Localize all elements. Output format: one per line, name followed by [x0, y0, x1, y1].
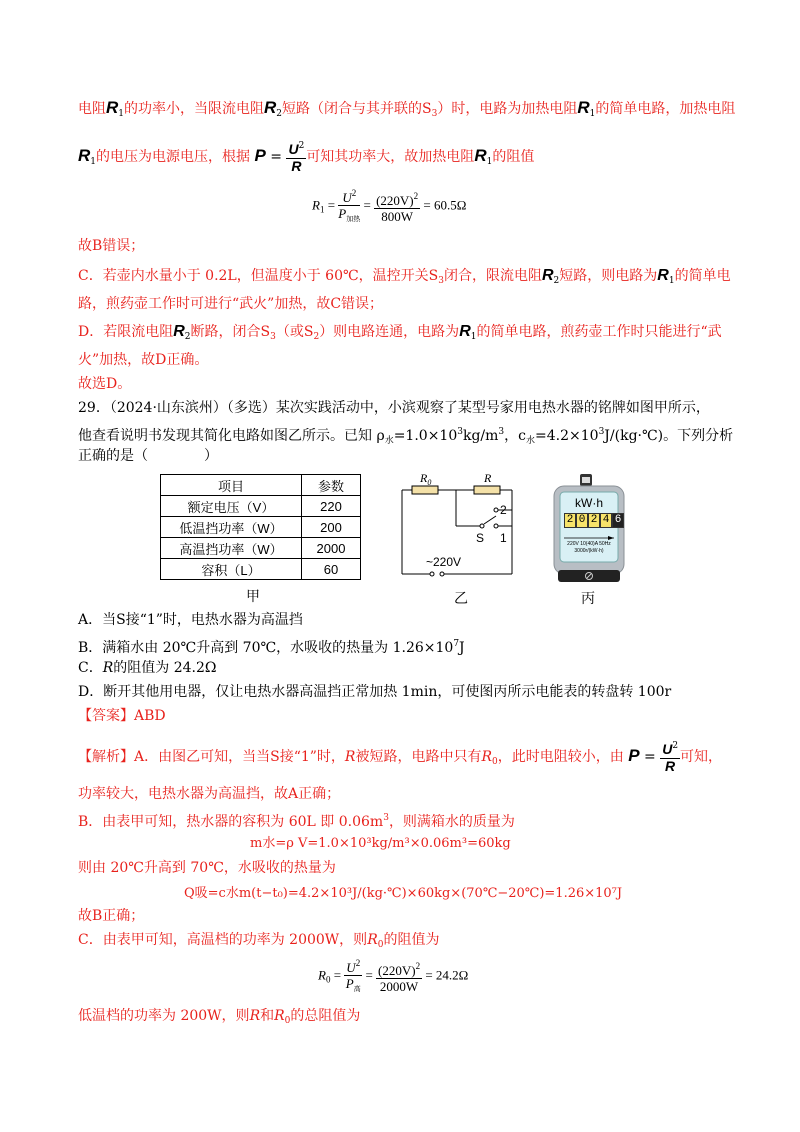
- text: 低温档的功率为 200W，则: [78, 1008, 250, 1024]
- subscript: 1: [90, 157, 97, 167]
- subscript: 3: [431, 109, 438, 119]
- meter-spec-2: 3000r/(kW·h): [574, 548, 604, 554]
- denominator: 800W: [381, 209, 413, 224]
- text: （或S: [275, 324, 314, 340]
- text: =1.0×10: [393, 428, 458, 444]
- denominator: 2000W: [379, 979, 419, 994]
- table-cell: 60: [302, 559, 361, 580]
- meter-spec-1: 220V 10(40)A 50Hz: [567, 541, 611, 547]
- text: ，此时电阻较小，由: [497, 749, 624, 765]
- option-c-analysis-1: [78, 266, 731, 291]
- option-d: D．断开其他用电器，仅让电热水器高温挡正常加热 1min，可使图丙所示电能表的转盘转 100r: [78, 684, 672, 700]
- equals: =: [363, 197, 371, 213]
- subscript: 1: [319, 204, 325, 215]
- table-cell: 高温挡功率（W）: [161, 538, 302, 559]
- text: 的功率小，当限流电阻: [124, 101, 265, 117]
- text: ）则电路连通，电路为: [319, 324, 460, 340]
- table-header: 项目: [161, 475, 302, 496]
- formula-heat-absorbed: Q吸=c水m(t−t₀)=4.2×10³J/(kg·℃)×60kg×(70℃−20℃)=1.26×10⁷J: [184, 886, 623, 901]
- option-c-analysis-2: 路，煎药壶工作时可进行“武火”加热，故C错误；: [78, 296, 384, 312]
- symbol-r1: R: [459, 323, 471, 340]
- subscript: 2: [313, 332, 320, 342]
- option-d-analysis-1: [78, 322, 722, 347]
- superscript: 2: [413, 191, 419, 201]
- question-29-line-1: 29．（2024·山东滨州）（多选）某次实践活动中，小滨观察了某型号家用电热水器的铭牌如图甲所示，: [78, 400, 710, 416]
- text: 的简单电: [674, 268, 731, 284]
- subscript: 1: [118, 109, 125, 119]
- label-terminal-2: 2: [500, 503, 507, 517]
- table-cell: 220: [302, 496, 361, 517]
- label-r0: $R_0$: [420, 471, 432, 487]
- equals: =: [365, 967, 373, 983]
- analysis-line-2: [78, 136, 534, 182]
- option-c: [78, 658, 217, 678]
- subscript: 2: [553, 276, 560, 286]
- text: 和: [260, 1008, 275, 1024]
- text: J: [459, 640, 465, 656]
- superscript: 2: [672, 741, 679, 751]
- subscript: 0: [492, 757, 498, 767]
- text: 的阻值: [492, 149, 535, 165]
- symbol-p: P: [254, 146, 266, 165]
- figure-caption-jia: 甲: [246, 588, 260, 604]
- table-cell: 容积（L）: [161, 559, 302, 580]
- option-b: [78, 634, 465, 658]
- formula-water-mass: m水=ρ V=1.0×10³kg/m³×0.06m³=60kg: [250, 836, 511, 851]
- subscript: 0: [325, 974, 331, 985]
- figure-caption-bing: 丙: [581, 590, 595, 606]
- text: ，则满箱水的质量为: [388, 814, 515, 830]
- symbol-r: R: [665, 758, 676, 774]
- symbol-r: R: [291, 158, 302, 174]
- text: B．由表甲可知，热水器的容积为 60L 即 0.06m: [78, 814, 384, 830]
- fraction-u2-over-r: [286, 139, 306, 175]
- superscript: 2: [415, 961, 421, 971]
- table-row: [161, 517, 361, 538]
- symbol-r: R: [249, 1008, 261, 1024]
- symbol-r0: R: [481, 749, 493, 765]
- spec-table: [160, 474, 361, 580]
- subscript: 水: [384, 436, 394, 446]
- symbol-r2: R: [264, 98, 277, 117]
- symbol-r1: R: [78, 146, 91, 165]
- text: C．若壶内水量小于 0.2L，但温度小于 60℃，温控开关S: [78, 268, 439, 284]
- meter-digit: 4: [600, 513, 612, 528]
- subscript: 加热: [346, 215, 361, 223]
- superscript: 2: [351, 188, 357, 198]
- result: = 60.5Ω: [423, 197, 467, 213]
- label-power-source: ~220V: [426, 555, 462, 569]
- option-a: A．当S接“1”时，电热水器为高温挡: [78, 612, 303, 628]
- equals: =: [333, 967, 342, 983]
- equals: =: [644, 749, 656, 765]
- symbol-r1: R: [657, 267, 669, 284]
- text: 可知，: [680, 749, 723, 765]
- symbol-p: P: [628, 746, 640, 765]
- table-cell: 低温挡功率（W）: [161, 517, 302, 538]
- text: 断路，闭合S: [190, 324, 271, 340]
- equals: =: [270, 149, 282, 165]
- symbol-r0: R: [367, 932, 378, 948]
- symbol-p: P: [338, 206, 347, 221]
- text: 闭合，限流电阻: [443, 268, 542, 284]
- option-d-analysis-2: 火”加热，故D正确。: [78, 352, 209, 368]
- fraction-value: [374, 189, 420, 224]
- text: 的阻值为 24.2Ω: [113, 660, 217, 676]
- analysis-b-line-3: 则由 20℃升高到 70℃，水吸收的热量为: [78, 860, 336, 876]
- analysis-b-conclusion: 故B正确；: [78, 908, 145, 924]
- subscript: 水: [526, 436, 536, 446]
- text: ）时，电路为加热电阻: [437, 101, 578, 117]
- symbol-u: U: [662, 741, 673, 757]
- symbol-r2: R: [541, 267, 554, 284]
- table-row: [161, 538, 361, 559]
- subscript: 0: [377, 940, 384, 950]
- superscript: 7: [453, 639, 460, 649]
- text: 短路（闭合与其并联的S: [282, 101, 432, 117]
- answer-label: 【答案】ABD: [78, 708, 166, 724]
- symbol-p: P: [345, 976, 354, 991]
- table-cell: 额定电压（V）: [161, 496, 302, 517]
- table-header: 参数: [302, 475, 361, 496]
- text: =4.2×10: [535, 428, 599, 444]
- superscript: 3: [598, 427, 605, 437]
- text: 的简单电路，加热电阻: [595, 101, 736, 117]
- meter-digit: 0: [576, 513, 588, 528]
- subscript: 2: [184, 332, 191, 342]
- symbol-r1: R: [312, 197, 320, 213]
- symbol-r0: R: [318, 967, 326, 983]
- table-header-row: [161, 475, 361, 496]
- text: 可知其功率大，故加热电阻: [306, 149, 475, 165]
- text: ，c: [504, 428, 526, 444]
- equals: =: [327, 197, 336, 213]
- symbol-r1: R: [106, 98, 119, 117]
- subscript: 高: [353, 985, 361, 993]
- text: 【解析】A．由图乙可知，当当S接“1”时，: [78, 749, 345, 765]
- superscript: 2: [298, 141, 305, 151]
- table-cell: 200: [302, 517, 361, 538]
- text: kg/m: [462, 428, 499, 444]
- fraction-u2-over-p: [338, 186, 360, 227]
- analysis-a-line-1: [78, 736, 722, 782]
- symbol-r1: R: [474, 146, 487, 165]
- circuit-diagram: [392, 470, 532, 582]
- label-switch-s: S: [476, 531, 485, 545]
- fraction-u2-over-p: [344, 956, 362, 997]
- fraction-u2-over-r: [660, 739, 680, 775]
- question-29-line-3: 正确的是（ ）: [78, 448, 218, 464]
- formula-r1: [312, 186, 466, 227]
- subscript: 2: [276, 109, 283, 119]
- label-terminal-1: 1: [500, 531, 507, 545]
- text: 被短路，电路中只有: [355, 749, 482, 765]
- superscript: 2: [355, 958, 361, 968]
- symbol-r: R: [344, 749, 356, 765]
- text: 电阻: [78, 101, 106, 117]
- figure-caption-yi: 乙: [454, 590, 468, 606]
- symbol-r2: R: [173, 323, 185, 340]
- superscript: 3: [498, 427, 505, 437]
- label-r: R: [484, 471, 492, 485]
- numerator: (220V): [376, 193, 414, 208]
- analysis-a-line-2: 功率较大，电热水器为高温挡，故A正确；: [78, 786, 341, 802]
- formula-r0: [318, 956, 468, 997]
- fraction-value: [376, 959, 422, 994]
- text: 的简单电路，煎药壶工作时只能进行“武: [476, 324, 722, 340]
- analysis-b-line-1: [78, 808, 515, 832]
- meter-counter: [564, 513, 624, 528]
- text: 的总阻值为: [290, 1008, 361, 1024]
- text: C．由表甲可知，高温档的功率为 2000W，则: [78, 932, 368, 948]
- subscript: 1: [589, 109, 596, 119]
- superscript: 3: [383, 813, 389, 823]
- text: 他查看说明书发现其简化电路如图乙所示。已知 ρ: [78, 428, 385, 444]
- symbol-u: U: [342, 190, 352, 205]
- subscript: 0: [284, 1016, 291, 1026]
- text: 的阻值为: [383, 932, 440, 948]
- text: B．满箱水由 20℃升高到 70℃，水吸收的热量为 1.26×10: [78, 640, 454, 656]
- text: 的电压为电源电压，根据: [96, 149, 251, 165]
- subscript: 3: [270, 332, 276, 342]
- analysis-c-line-1: [78, 930, 439, 955]
- meter-body: [552, 474, 626, 586]
- meter-digit-decimal: 6: [612, 513, 624, 528]
- symbol-r: R: [102, 660, 114, 676]
- numerator: (220V): [378, 963, 416, 978]
- analysis-c-line-2: [78, 1006, 360, 1031]
- subscript: 3: [438, 276, 444, 286]
- meter-digit: 2: [564, 513, 576, 528]
- meter-unit: kW·h: [575, 496, 603, 510]
- subscript: 1: [486, 157, 493, 167]
- text: C．: [78, 660, 103, 676]
- table-row: [161, 496, 361, 517]
- electricity-meter: [552, 474, 626, 586]
- symbol-r0: R: [274, 1008, 285, 1024]
- symbol-u: U: [346, 960, 356, 975]
- meter-spec: [552, 541, 626, 555]
- text: 短路，则电路为: [559, 268, 658, 284]
- text: D．若限流电阻: [78, 324, 174, 340]
- result: = 24.2Ω: [425, 967, 469, 983]
- analysis-line-1: [78, 98, 735, 124]
- subscript: 1: [668, 276, 675, 286]
- meter-digit: 2: [588, 513, 600, 528]
- symbol-r1: R: [577, 98, 590, 117]
- table-row: [161, 559, 361, 580]
- superscript: 3: [457, 427, 463, 437]
- answer-choose-d: 故选D。: [78, 376, 132, 392]
- text: J/(kg·℃)。下列分析: [604, 428, 734, 444]
- subscript: 1: [470, 332, 477, 342]
- table-cell: 2000: [302, 538, 361, 559]
- text-b-wrong: 故B错误；: [78, 238, 145, 254]
- symbol-u: U: [288, 141, 299, 157]
